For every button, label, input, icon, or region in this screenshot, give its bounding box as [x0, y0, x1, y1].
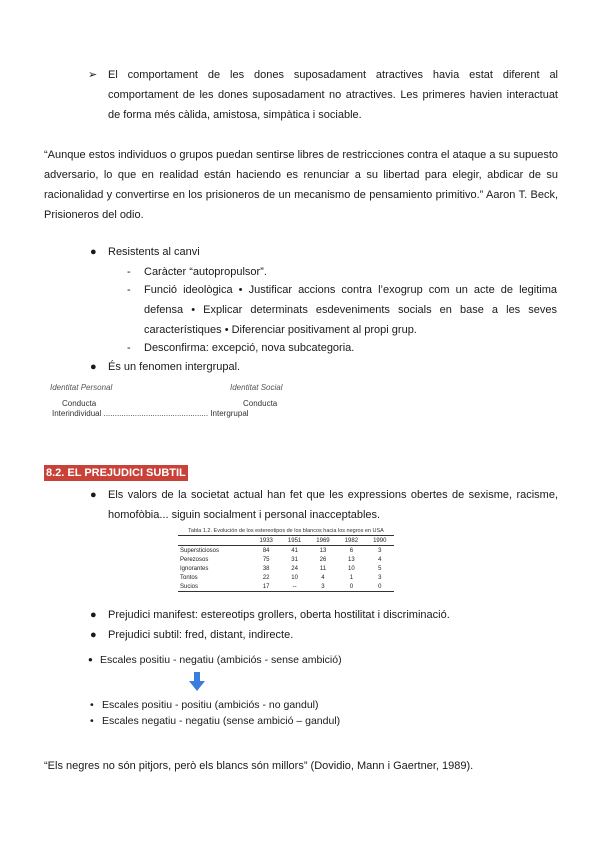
dash-text: Desconfirma: excepció, nova subcategoria. [144, 342, 355, 354]
table-grid [178, 535, 394, 592]
escales-text: Escales positiu - positiu (ambiciós - no gandul) [102, 699, 319, 711]
table-cell: Tontos [180, 574, 198, 581]
table-header-cell [178, 536, 252, 546]
dash-item [127, 262, 557, 282]
dovidio-quote: “Els negres no són pitjors, però els blancs són millors” (Dovidio, Mann i Gaertner, 1989). [44, 760, 474, 772]
bullet-dot-icon: ● [90, 246, 97, 258]
table-caption: Tabla 1.2. Evolución de los estereotipos de los blancos hacia los negros en USA [188, 528, 384, 534]
table-cell: Ignorantes [180, 565, 209, 572]
bullet-text: Resistents al canvi [108, 246, 200, 258]
arrow-item-text: El comportament de les dones suposadament atractives havia estat diferent al comportament de les dones suposadament no atractives. Les primeres havien interactuat de forma més càlida, amistosa, simpàtica i sociable. [108, 69, 558, 121]
table-cell: 3 [378, 547, 382, 554]
table-cell: 13 [348, 556, 355, 563]
table-cell: 1 [349, 574, 354, 581]
table-cell: 10 [348, 565, 355, 572]
table-cell: 22 [262, 574, 270, 581]
dash-text: Funció ideològica • Justificar accions contra l’exogrup com un acte de legitima defensa • Explicar determinats esdeveniments socials en base a les seves característiques • Diferenciar positivament al propi grup. [144, 284, 557, 336]
table-cell: 75 [262, 556, 270, 563]
bullet-resistents [90, 242, 560, 262]
dotted-leader: ............................................... [103, 409, 209, 418]
table-cell: 17 [252, 582, 280, 592]
table-cell: 10 [291, 574, 298, 581]
dash-text: Caràcter “autopropulsor”. [144, 266, 267, 278]
table-cell: 24 [291, 565, 298, 572]
table-cell: 3 [309, 582, 337, 592]
table-header-cell: 1990 [366, 536, 394, 546]
table-cell: 4 [321, 574, 325, 581]
bullet-text: Prejudici manifest: estereotips grollers, oberta hostilitat i discriminació. [108, 609, 450, 621]
table-cell: 3 [378, 574, 382, 581]
beck-quote: “Aunque estos individuos o grupos puedan sentirse libres de restricciones contra el ataque a su supuesto adversario, lo que en realidad están haciendo es renunciar a su libertad para elegir, abdicar de su racionalidad y convertirse en los prisioneros de un mecanismo de pensamiento primitivo.” Aaron T. Beck, Prisioneros del odio. [44, 149, 558, 221]
bullet-dot-icon: ● [90, 361, 97, 373]
table-cell: 6 [349, 547, 354, 554]
stereotype-table [178, 527, 394, 592]
dash-item [127, 338, 557, 358]
bullet-intergrupal [90, 357, 560, 377]
table-cell: 5 [378, 565, 382, 572]
table-cell: 4 [378, 556, 382, 563]
dash-icon: - [127, 342, 131, 354]
table-header-cell: 1933 [252, 536, 280, 546]
section-heading: 8.2. EL PREJUDICI SUBTIL [46, 467, 186, 479]
table-cell: 41 [291, 547, 298, 554]
dash-icon: - [127, 284, 131, 296]
table-cell: Perezosos [180, 556, 209, 563]
table-cell: Supersticiosos [180, 547, 220, 554]
table-cell: 0 [337, 582, 365, 592]
bullet-text: És un fenomen intergrupal. [108, 361, 241, 373]
bullet-prejudici-subtil [90, 625, 558, 645]
table-header-cell: 1982 [337, 536, 365, 546]
table-cell: 26 [319, 556, 327, 563]
escales-third [90, 712, 560, 730]
down-arrow-icon [187, 671, 207, 693]
table-row [178, 564, 394, 573]
identitat-social-label: Identitat Social [230, 383, 283, 392]
table-cell: 38 [262, 565, 270, 572]
bullet-text: Els valors de la societat actual han fet que les expressions obertes de sexisme, racisme, homofòbia... siguin socialment i personal inacceptables. [108, 489, 558, 521]
table-header-cell: 1951 [280, 536, 308, 546]
bullet-dot-icon: ● [88, 655, 93, 664]
identitat-personal-label: Identitat Personal [50, 383, 113, 392]
bullet-dot-icon: ● [90, 609, 97, 621]
bullet-small-icon: • [90, 715, 94, 727]
escales-text: Escales negatiu - negatiu (sense ambició – gandul) [102, 715, 341, 727]
table-cell: Sucios [178, 582, 252, 592]
bullet-small-icon: • [90, 699, 94, 711]
bullet-text: Prejudici subtil: fred, distant, indirecte. [108, 629, 294, 641]
escales-first [88, 651, 558, 669]
intergrupal-label: Intergrupal [210, 409, 249, 418]
bullet-prejudici-manifest [90, 605, 558, 625]
bullet-dot-icon: ● [90, 629, 97, 641]
table-cell: 31 [291, 556, 298, 563]
bullet-valors [90, 485, 558, 525]
escales-text: Escales positiu - negatiu (ambiciós - sense ambició) [100, 654, 342, 666]
bullet-dot-icon: ● [90, 489, 97, 501]
conducta-right: Conducta [243, 399, 278, 408]
table-cell: 11 [319, 565, 327, 572]
table-header-cell: 1969 [309, 536, 337, 546]
dash-item [127, 280, 557, 340]
arrow-list-item [88, 65, 558, 125]
table-row [178, 555, 394, 564]
table-cell: 84 [262, 547, 270, 554]
arrow-bullet-icon: ➢ [88, 69, 98, 81]
table-row [178, 573, 394, 582]
table-header-row [178, 536, 394, 546]
table-cell: 13 [319, 547, 327, 554]
interindividual-label: Interindividual [52, 409, 102, 418]
table-row [178, 582, 394, 592]
interindividual-row [52, 409, 249, 419]
conducta-left: Conducta [62, 399, 97, 408]
table-cell: -- [280, 582, 308, 592]
dash-icon: - [127, 266, 131, 278]
identity-diagram [50, 383, 300, 423]
table-row [178, 546, 394, 556]
table-cell: 0 [366, 582, 394, 592]
